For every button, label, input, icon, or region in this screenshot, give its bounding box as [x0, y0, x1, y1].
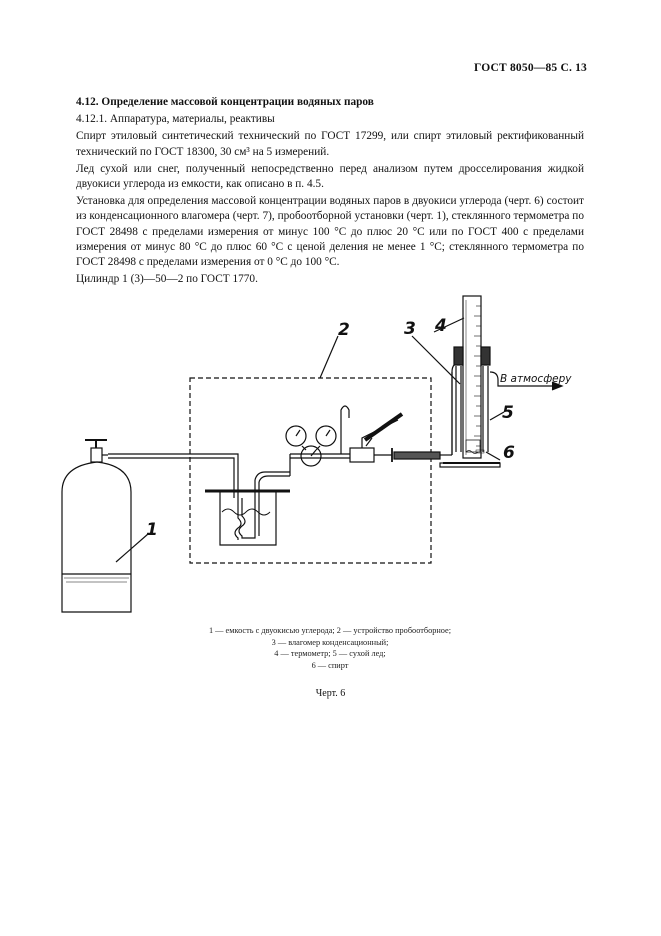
- caption-line: 6 — спирт: [311, 660, 349, 670]
- label-4: 4: [435, 316, 447, 336]
- paragraph-dry-ice: Лед сухой или снег, полученный непосредственно перед анализом путем дросселирования жидкой двуокиси углерода из емкости, как описано в п. 4.5.: [76, 162, 584, 191]
- label-3: 3: [404, 319, 416, 339]
- section-title: 4.12. Определение массовой концентрации водяных паров: [76, 96, 374, 108]
- atmosphere-label: В атмосферу: [500, 373, 572, 385]
- caption-line: 4 — термометр; 5 — сухой лед;: [274, 649, 386, 659]
- label-5: 5: [502, 403, 514, 423]
- label-2: 2: [338, 320, 350, 340]
- paragraph-alcohol: Спирт этиловый синтетический технический по ГОСТ 17299, или спирт этиловый ректификованный технический по ГОСТ 18300, 30 см³ на 5 измерений.: [76, 130, 584, 158]
- paragraph-installation: Установка для определения массовой концентрации водяных паров в двуокиси углерода (черт. 6) состоит из конденсационного влагомера (черт. 7), пробоотборной установки (черт. 1), стеклянного термометра по ГОСТ 28498 с пределами измерения от минус 100 °С до плюс 20 °С или по ГОСТ 400 с пределами измерения от минус 80 °С до плюс 60 °С с ценой деления не менее 1 °С; стеклянного термометра по ГОСТ 28498 с пределами измерения от 0 °С до 100 °С.: [76, 195, 584, 269]
- label-6: 6: [503, 443, 515, 463]
- document-header: ГОСТ 8050—85 С. 13: [474, 62, 587, 74]
- paragraph-cylinder: Цилиндр 1 (3)—50—2 по ГОСТ 1770.: [76, 273, 258, 286]
- figure-caption: [80, 625, 580, 671]
- caption-line: 3 — влагомер конденсационный;: [271, 637, 389, 647]
- label-1: 1: [146, 520, 158, 540]
- paragraph-apparatus: 4.12.1. Аппаратура, материалы, реактивы: [76, 113, 275, 126]
- co2-cylinder: [62, 462, 131, 612]
- figure-number: Черт. 6: [315, 688, 346, 699]
- thermometer: [463, 296, 481, 458]
- sampling-device-box: [190, 378, 431, 563]
- caption-line: 1 — емкость с двуокисью углерода; 2 — устройство пробоотборное;: [208, 626, 452, 635]
